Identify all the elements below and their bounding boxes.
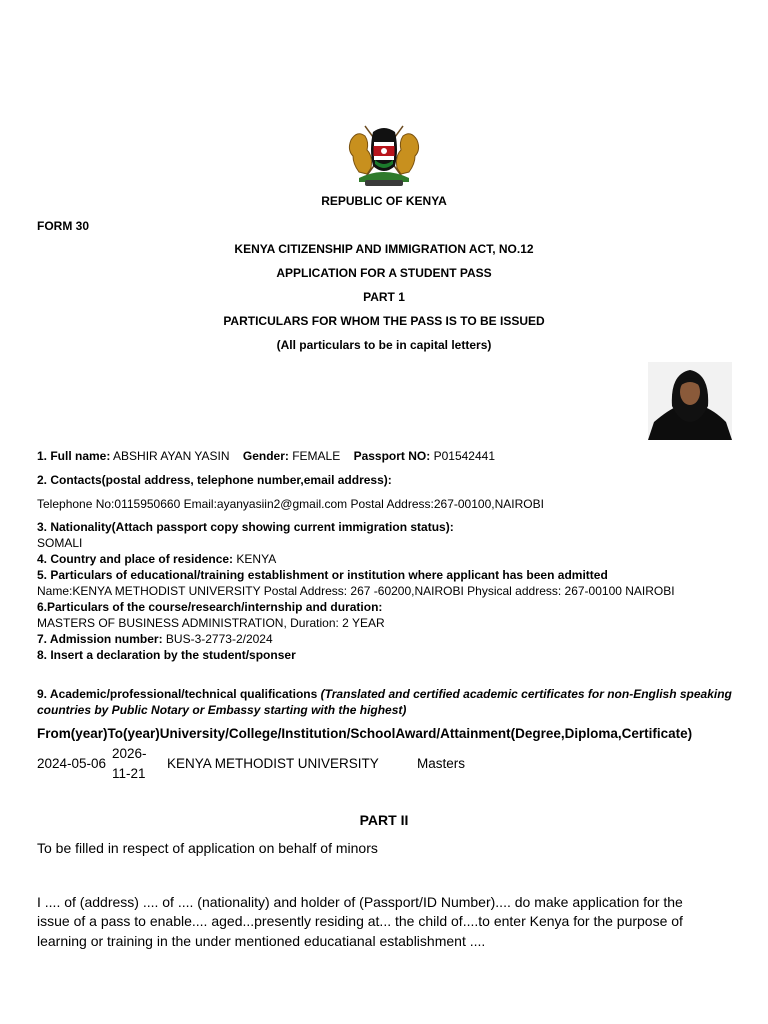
- republic-heading: REPUBLIC OF KENYA: [321, 194, 447, 208]
- contacts-label: 2. Contacts(postal address, telephone number,email address):: [37, 473, 392, 487]
- row-from: 2024-05-06: [37, 756, 107, 771]
- qualifications-note-2: countries by Public Notary or Embassy starting with the highest): [37, 703, 407, 717]
- capital-letters-note: (All particulars to be in capital letters): [276, 338, 492, 352]
- particulars-heading: PARTICULARS FOR WHOM THE PASS IS TO BE ISSUED: [223, 314, 545, 328]
- part-heading: PART 1: [363, 290, 405, 304]
- full-name-row: [37, 449, 495, 463]
- qualifications-heading: [37, 687, 732, 701]
- institution-label: 5. Particulars of educational/training establishment or institution where applicant has been admitted: [37, 568, 608, 582]
- nationality-value: SOMALI: [37, 536, 83, 550]
- col-award: Award/Attainment(Degree,Diploma,Certificate): [395, 726, 693, 741]
- passport-value: P01542441: [433, 449, 496, 463]
- residence-value: KENYA: [236, 552, 277, 566]
- act-heading: KENYA CITIZENSHIP AND IMMIGRATION ACT, NO.12: [234, 242, 534, 256]
- col-institution: University/College/Institution/School: [159, 726, 396, 741]
- course-value: MASTERS OF BUSINESS ADMINISTRATION, Duration: 2 YEAR: [37, 616, 385, 630]
- row-institution: KENYA METHODIST UNIVERSITY: [167, 756, 379, 771]
- part2-title: PART II: [359, 812, 409, 828]
- part2-paragraph-line-1: I .... of (address) .... of .... (nationality) and holder of (Passport/ID Number).... do make application for the: [37, 894, 683, 910]
- passport-label: Passport NO:: [353, 449, 431, 463]
- gender-value: FEMALE: [292, 449, 341, 463]
- applicant-photo: [648, 362, 732, 440]
- full-name-label: 1. Full name:: [37, 449, 111, 463]
- residence-label: 4. Country and place of residence:: [37, 552, 234, 566]
- col-from: From(year): [37, 726, 108, 741]
- course-label: 6.Particulars of the course/research/internship and duration:: [37, 600, 383, 614]
- row-to-2: 11-21: [112, 766, 146, 781]
- qualifications-note-1: (Translated and certified academic certificates for non-English speaking: [320, 687, 732, 701]
- admission-label: 7. Admission number:: [37, 632, 163, 646]
- qualifications-label: 9. Academic/professional/technical qualifications: [37, 687, 318, 701]
- declaration-label: 8. Insert a declaration by the student/sponser: [37, 648, 296, 662]
- nationality-label: 3. Nationality(Attach passport copy showing current immigration status):: [37, 520, 454, 534]
- coat-of-arms: [345, 118, 423, 188]
- part2-paragraph-line-3: learning or training in the under mentioned educatianal establishment ....: [37, 933, 486, 949]
- gender-label: Gender:: [242, 449, 289, 463]
- row-award: Masters: [417, 756, 466, 771]
- admission-row: [37, 632, 273, 646]
- form-number: FORM 30: [37, 219, 90, 233]
- application-heading: APPLICATION FOR A STUDENT PASS: [276, 266, 492, 280]
- contacts-value: Telephone No:0115950660 Email:ayanyasiin2@gmail.com Postal Address:267-00100,NAIROBI: [37, 497, 544, 511]
- row-to-1: 2026-: [112, 746, 147, 761]
- residence-row: [37, 552, 276, 566]
- part2-paragraph-line-2: issue of a pass to enable.... aged...presently residing at... the child of....to enter Kenya for the purpose of: [37, 913, 683, 929]
- part2-subtitle: To be filled in respect of application on behalf of minors: [37, 840, 378, 856]
- col-to: To(year): [107, 726, 160, 741]
- qualifications-table-header: [37, 726, 692, 741]
- full-name-value: ABSHIR AYAN YASIN: [113, 449, 230, 463]
- institution-value: Name:KENYA METHODIST UNIVERSITY Postal Address: 267 -60200,NAIROBI Physical address: 267-00100 NAIROBI: [37, 584, 675, 598]
- admission-value: BUS-3-2773-2/2024: [165, 632, 273, 646]
